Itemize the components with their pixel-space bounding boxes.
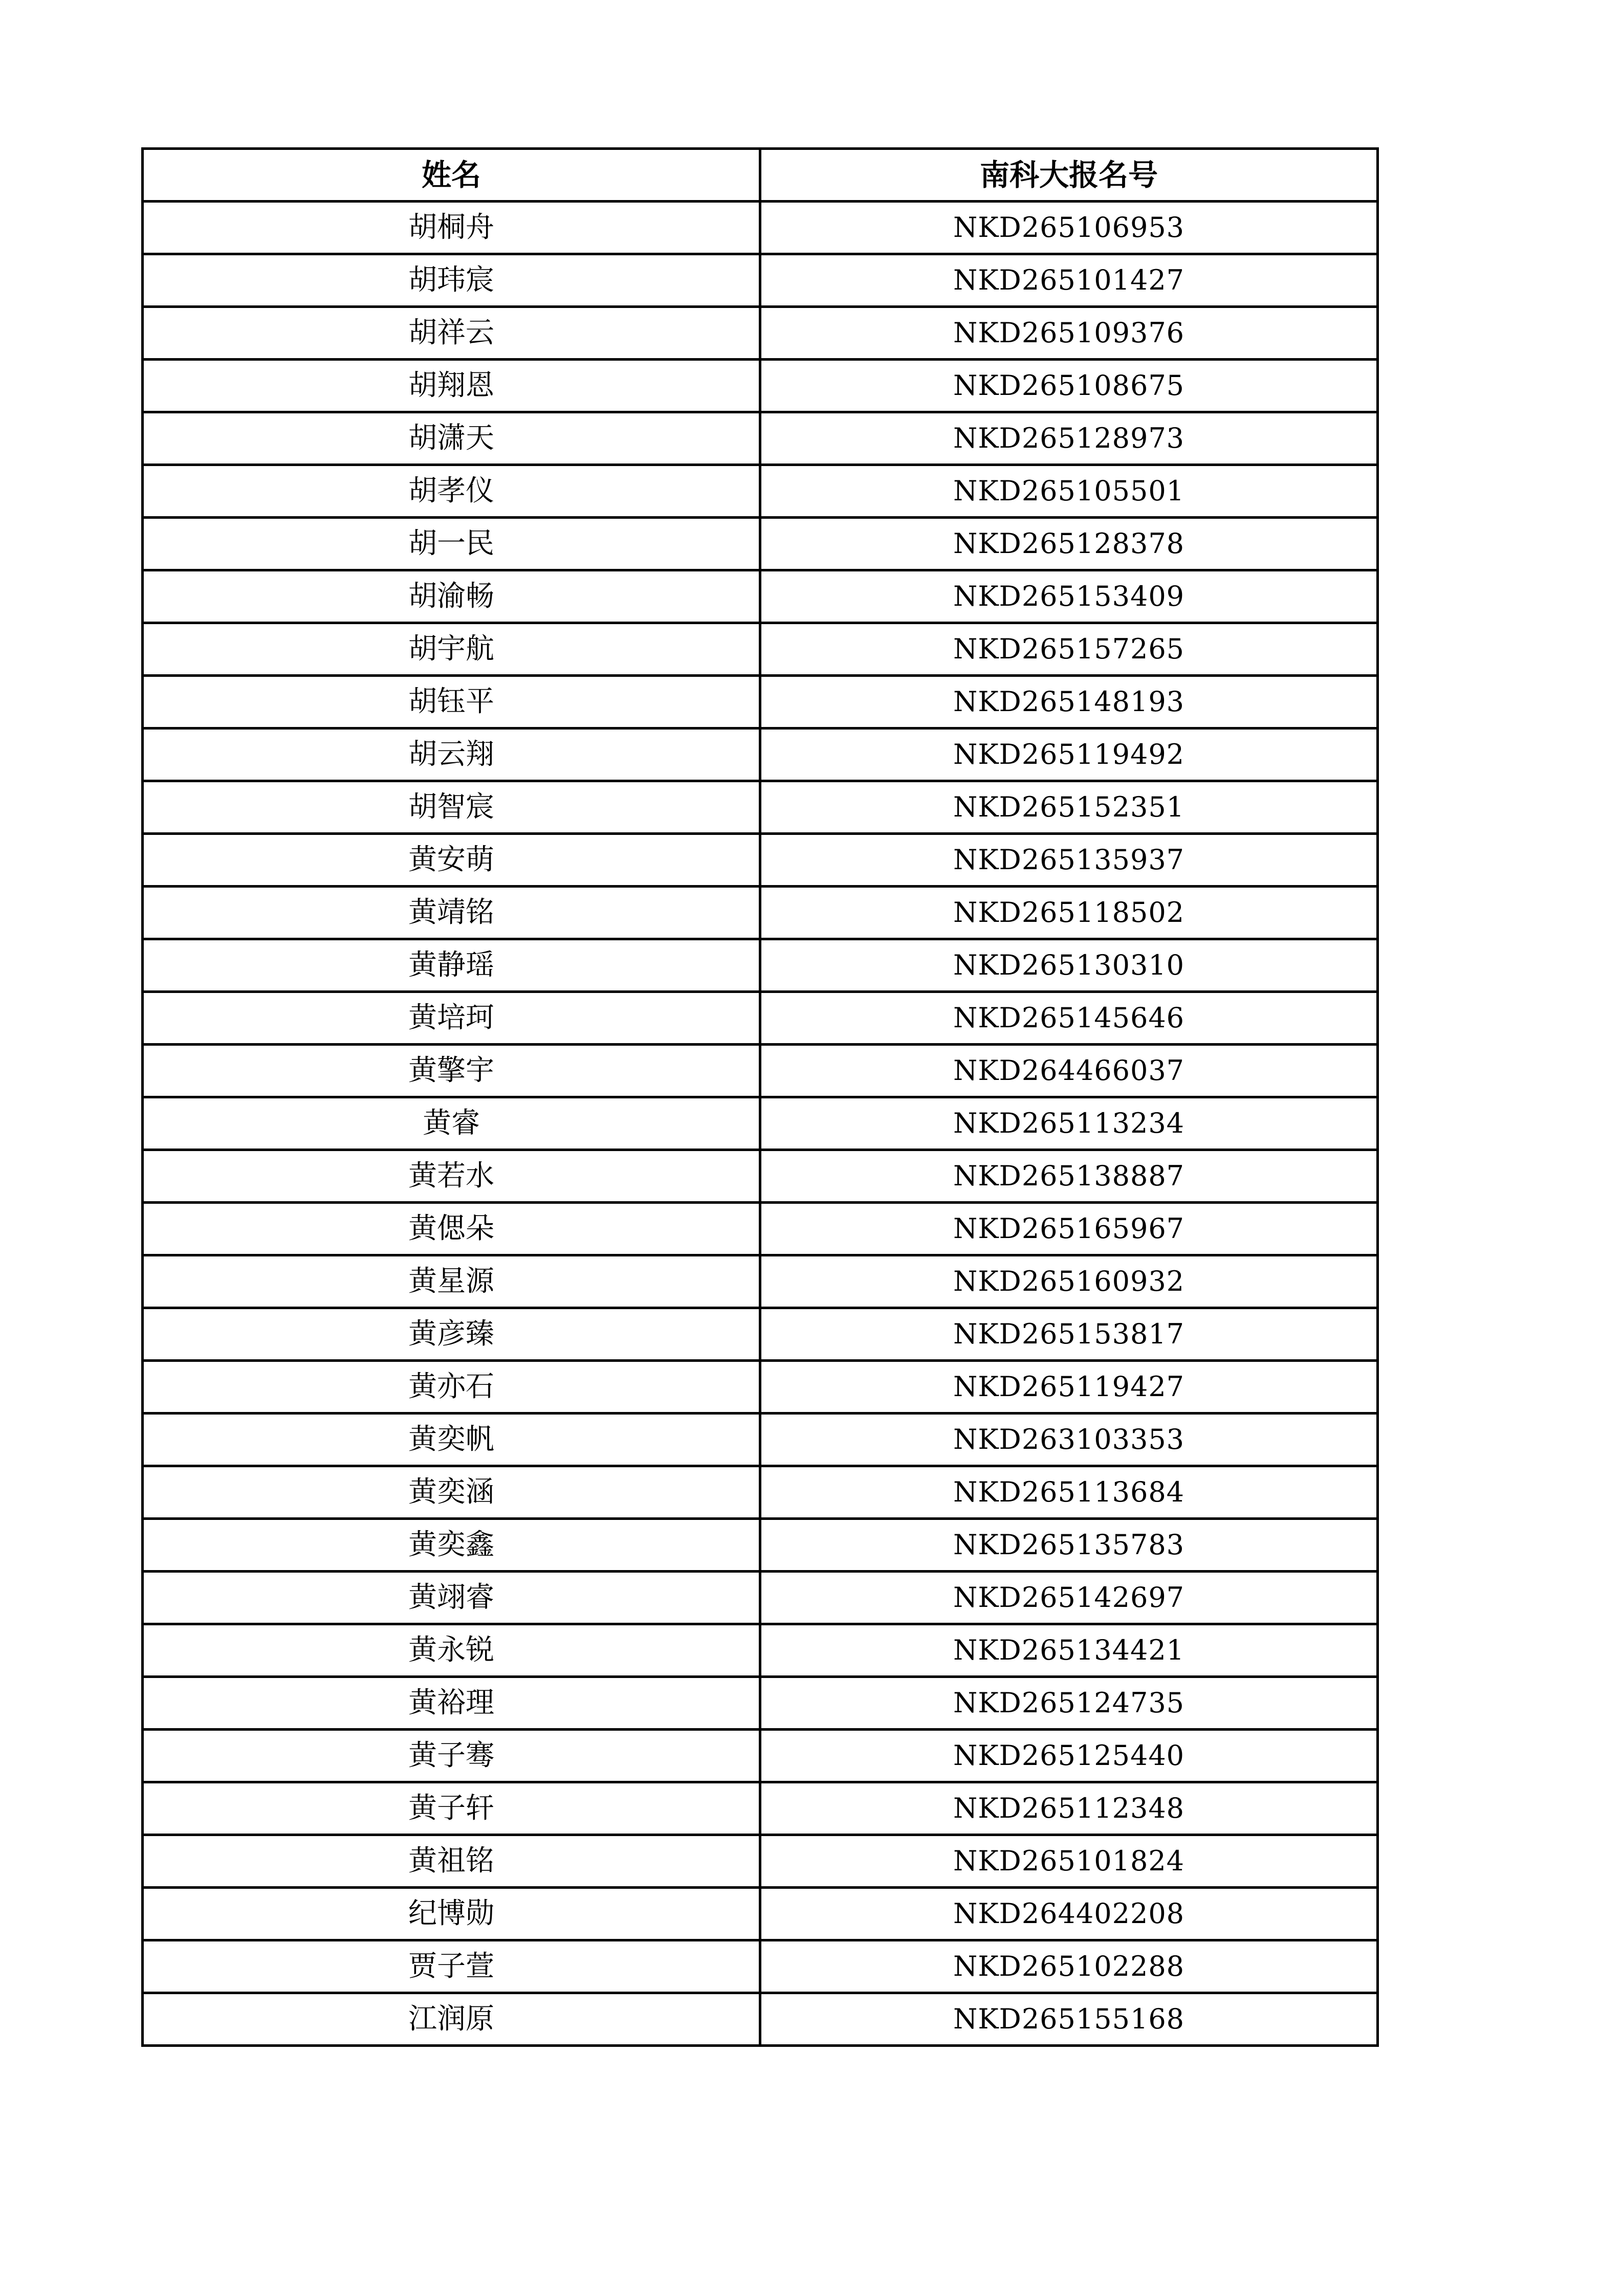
name-cell: 黄靖铭 [143,887,760,939]
name-cell: 黄若水 [143,1150,760,1203]
table-row [143,1782,1378,1835]
name-cell: 黄安萌 [143,834,760,887]
name-cell: 黄奕涵 [143,1466,760,1519]
table-row [143,623,1378,676]
name-cell: 胡翔恩 [143,360,760,412]
name-cell: 黄永锐 [143,1624,760,1677]
registration-number-cell: NKD265160932 [760,1255,1378,1308]
table-row [143,360,1378,412]
table-row [143,939,1378,992]
registration-number-cell: NKD265109376 [760,307,1378,360]
name-cell: 黄子骞 [143,1730,760,1782]
table-row [143,254,1378,307]
registration-number-cell: NKD265101824 [760,1835,1378,1888]
name-cell: 纪博勋 [143,1888,760,1940]
name-cell: 胡一民 [143,518,760,570]
registration-number-cell: NKD265113234 [760,1097,1378,1150]
name-cell: 黄偲朵 [143,1203,760,1255]
table-row [143,1097,1378,1150]
table-row [143,1730,1378,1782]
table-row [143,1361,1378,1414]
registration-number-cell: NKD265106953 [760,202,1378,254]
registration-number-cell: NKD265145646 [760,992,1378,1045]
registration-number-cell: NKD265153817 [760,1308,1378,1361]
table-row [143,412,1378,465]
table-row [143,518,1378,570]
registration-number-cell: NKD265118502 [760,887,1378,939]
registration-number-cell: NKD265152351 [760,781,1378,834]
table-row [143,992,1378,1045]
table-row [143,834,1378,887]
registration-number-cell: NKD265148193 [760,676,1378,728]
table-row [143,1466,1378,1519]
name-cell: 黄亦石 [143,1361,760,1414]
registration-number-cell: NKD265153409 [760,570,1378,623]
name-cell: 黄翊睿 [143,1572,760,1624]
registration-number-cell: NKD265128378 [760,518,1378,570]
registration-number-cell: NKD263103353 [760,1414,1378,1466]
table-row [143,1940,1378,1993]
registration-number-cell: NKD264402208 [760,1888,1378,1940]
table-row [143,1835,1378,1888]
table-row [143,1624,1378,1677]
registration-number-cell: NKD265125440 [760,1730,1378,1782]
table-row [143,1203,1378,1255]
name-cell: 胡钰平 [143,676,760,728]
table-row [143,728,1378,781]
name-cell: 黄星源 [143,1255,760,1308]
name-cell: 贾子萱 [143,1940,760,1993]
name-cell: 黄擎宇 [143,1045,760,1097]
table-row [143,1572,1378,1624]
name-cell: 黄奕鑫 [143,1519,760,1572]
table-row [143,202,1378,254]
name-cell: 胡渝畅 [143,570,760,623]
table-row [143,1045,1378,1097]
name-cell: 胡潇天 [143,412,760,465]
name-cell: 胡云翔 [143,728,760,781]
table-row [143,1888,1378,1940]
name-cell: 黄睿 [143,1097,760,1150]
name-cell: 黄培珂 [143,992,760,1045]
registration-number-cell: NKD265128973 [760,412,1378,465]
table-row [143,1308,1378,1361]
table-row [143,1993,1378,2046]
applicant-table [141,147,1379,2047]
table-header-row [143,149,1378,202]
table-row [143,781,1378,834]
table-row [143,1255,1378,1308]
table-row [143,676,1378,728]
name-cell: 黄静瑶 [143,939,760,992]
registration-number-cell: NKD265157265 [760,623,1378,676]
registration-number-cell: NKD265112348 [760,1782,1378,1835]
table-row [143,1414,1378,1466]
table-row [143,307,1378,360]
registration-number-cell: NKD265135937 [760,834,1378,887]
table-row [143,465,1378,518]
registration-number-cell: NKD265130310 [760,939,1378,992]
table-row [143,1150,1378,1203]
registration-number-cell: NKD265142697 [760,1572,1378,1624]
name-cell: 胡孝仪 [143,465,760,518]
name-cell: 胡桐舟 [143,202,760,254]
table-row [143,1677,1378,1730]
name-cell: 胡智宸 [143,781,760,834]
name-cell: 胡玮宸 [143,254,760,307]
registration-number-cell: NKD264466037 [760,1045,1378,1097]
table-row [143,570,1378,623]
registration-number-cell: NKD265135783 [760,1519,1378,1572]
registration-number-cell: NKD265165967 [760,1203,1378,1255]
name-cell: 黄裕理 [143,1677,760,1730]
name-cell: 黄子轩 [143,1782,760,1835]
registration-number-cell: NKD265138887 [760,1150,1378,1203]
registration-number-cell: NKD265119492 [760,728,1378,781]
column-header-name: 姓名 [143,149,760,202]
table-body [143,202,1378,2046]
name-cell: 胡宇航 [143,623,760,676]
name-cell: 胡祥云 [143,307,760,360]
column-header-id: 南科大报名号 [760,149,1378,202]
registration-number-cell: NKD265113684 [760,1466,1378,1519]
name-cell: 黄彦臻 [143,1308,760,1361]
table-row [143,887,1378,939]
registration-number-cell: NKD265108675 [760,360,1378,412]
registration-number-cell: NKD265119427 [760,1361,1378,1414]
registration-number-cell: NKD265155168 [760,1993,1378,2046]
registration-number-cell: NKD265105501 [760,465,1378,518]
table-row [143,1519,1378,1572]
registration-number-cell: NKD265124735 [760,1677,1378,1730]
name-cell: 黄奕帆 [143,1414,760,1466]
name-cell: 黄祖铭 [143,1835,760,1888]
registration-number-cell: NKD265102288 [760,1940,1378,1993]
registration-number-cell: NKD265101427 [760,254,1378,307]
registration-number-cell: NKD265134421 [760,1624,1378,1677]
name-cell: 江润原 [143,1993,760,2046]
